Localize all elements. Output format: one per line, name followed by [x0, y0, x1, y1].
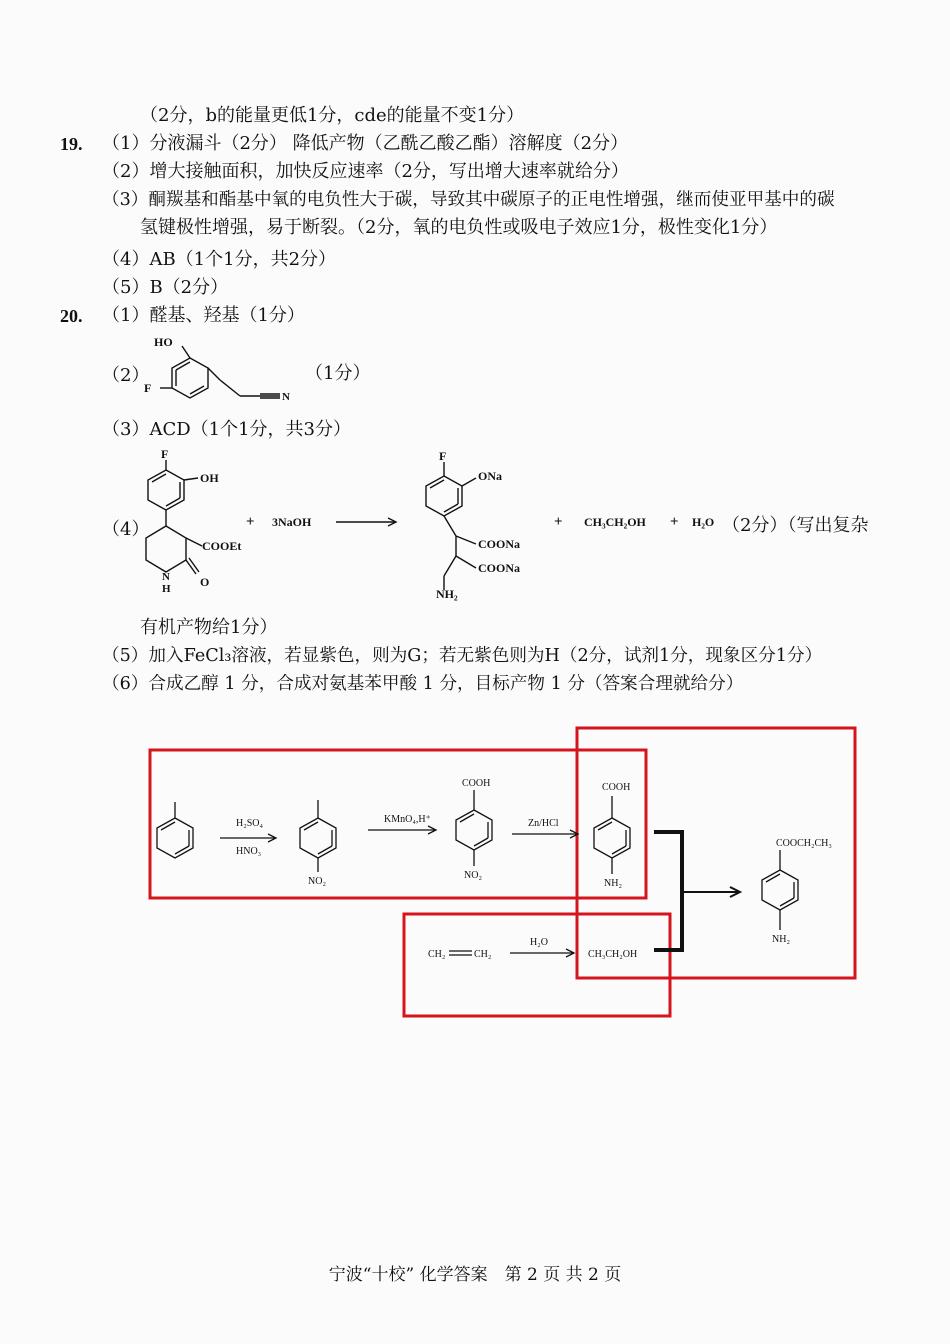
label-cooh-b: COOH: [602, 782, 631, 793]
label-cooh-a: COOH: [462, 778, 491, 789]
page-footer: 宁波“十校” 化学答案 第 2 页 共 2 页: [328, 1265, 622, 1285]
plus-3: +: [670, 514, 679, 530]
q20-part-4-label: （4）: [102, 519, 150, 540]
q19-item-2: （2）增大接触面积，加快反应速率（2分，写出增大速率就给分）: [102, 161, 629, 182]
q20-number: 20.: [60, 306, 83, 326]
q19-number: 19.: [60, 134, 83, 154]
label-nh2-b: NH₂: [772, 934, 790, 945]
label-ethanol: CH₃CH₂OH: [588, 949, 638, 960]
product-coona-2: COONa: [478, 561, 520, 575]
product-ona: ONa: [478, 469, 502, 483]
reactant-o: O: [200, 575, 210, 589]
naoh: 3NaOH: [272, 515, 312, 529]
product-coona-1: COONa: [478, 537, 520, 551]
q20-part-1: （1）醛基、羟基（1分）: [102, 305, 305, 326]
ho-label: HO: [154, 335, 173, 349]
product-f: F: [439, 449, 447, 463]
q19-item-4: （4）AB（1个1分，共2分）: [102, 249, 337, 270]
plus-2: +: [554, 514, 563, 530]
reagent-hno3: HNO₃: [236, 846, 262, 857]
water-byproduct: H₂O: [692, 515, 715, 529]
box-esterification: [577, 728, 855, 978]
box-hydration: [404, 914, 670, 1016]
label-no2-b: NO₂: [464, 870, 482, 881]
q20-part-4-score: （2分）（写出复杂: [722, 515, 869, 536]
label-ethylene-right: CH₂: [474, 949, 492, 960]
q19-item-3: （3）酮羰基和酯基中氧的电负性大于碳，导致其中碳原子的正电性增强，继而使亚甲基中的碳: [102, 190, 835, 210]
reactant-h: H: [162, 583, 171, 595]
label-ethylene-left: CH₂: [428, 949, 446, 960]
reactant-oh: OH: [200, 471, 219, 485]
q20-part-5: （5）加入FeCl₃溶液，若显紫色，则为G；若无紫色则为H（2分，试剂1分，现象区分1分）: [102, 646, 823, 666]
q19-item-1: （1）分液漏斗（2分） 降低产物（乙酰乙酸乙酯）溶解度（2分）: [102, 133, 629, 154]
q20-part-2-score: （1分）: [305, 363, 371, 384]
q20-part4-reaction: [130, 440, 715, 610]
q18-score-note: （2分，b的能量更低1分，cde的能量不变1分）: [140, 105, 525, 126]
reagent-zn-hcl: Zn/HCl: [528, 818, 559, 829]
f-label: F: [144, 381, 152, 395]
reactant-f: F: [161, 447, 169, 461]
plus-1: +: [246, 514, 255, 530]
reactant-n: N: [162, 571, 170, 583]
q19-item-5: （5）B（2分）: [102, 277, 229, 298]
ethanol-byproduct: CH₃CH₂OH: [584, 515, 646, 529]
reagent-h2so4: H₂SO₄: [236, 818, 263, 829]
q20-part-6: （6）合成乙醇 1 分，合成对氨基苯甲酸 1 分，目标产物 1 分（答案合理就给分）: [102, 674, 744, 694]
q20-part-4-cont: 有机产物给1分）: [140, 617, 278, 638]
n-label: N: [282, 391, 290, 403]
q20-part-2-label: （2）: [102, 365, 150, 386]
label-ester: COOCH₂CH₃: [776, 838, 832, 849]
q20-part-3: （3）ACD（1个1分，共3分）: [102, 419, 352, 440]
label-nh2-a: NH₂: [604, 878, 622, 889]
product-nh2: NH₂: [436, 587, 458, 601]
reactant-cooet: COOEt: [202, 539, 242, 553]
label-water: H₂O: [530, 937, 548, 948]
label-no2-a: NO₂: [308, 876, 326, 887]
synthesis-scheme: [0, 710, 950, 1030]
reagent-kmno4: KMnO₄,H⁺: [384, 814, 431, 825]
q20-part2-structure: [140, 332, 310, 422]
q19-item-3-cont: 氢键极性增强，易于断裂。（2分，氧的电负性或吸电子效应1分，极性变化1分）: [140, 217, 778, 238]
